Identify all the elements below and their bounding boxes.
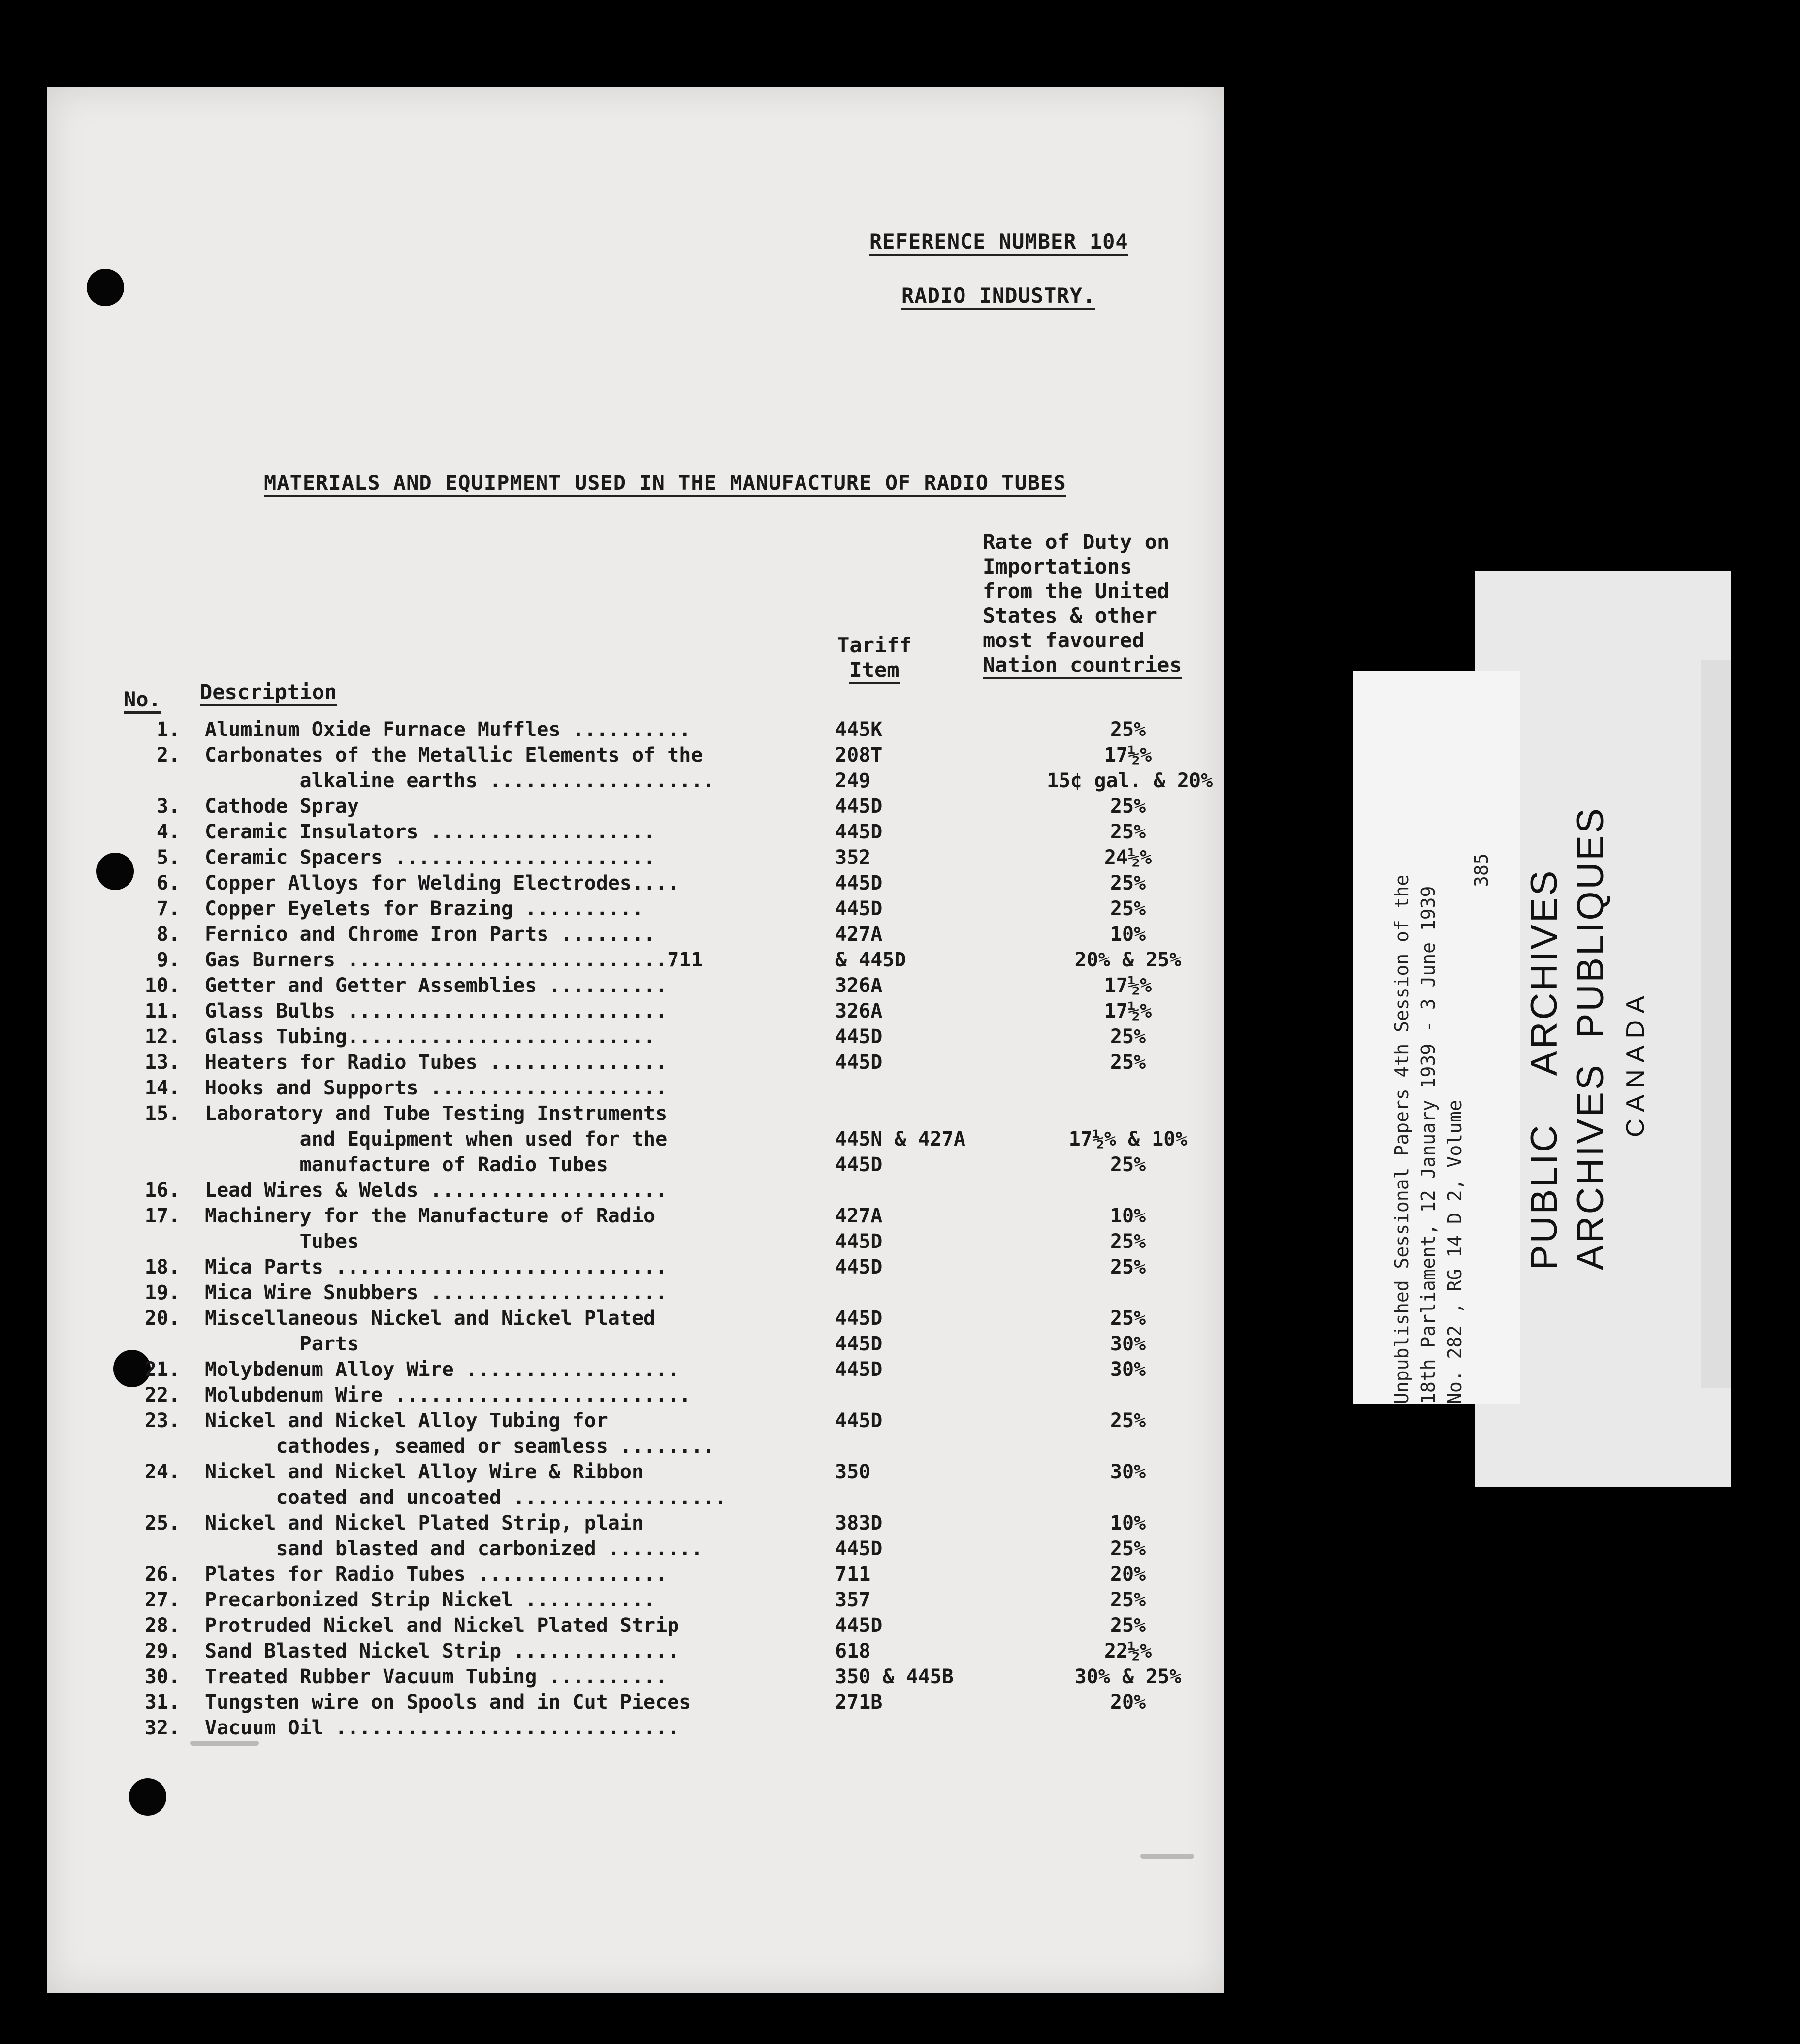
row-description: Getter and Getter Assemblies .......... bbox=[205, 974, 668, 997]
tariff-header-line: Tariff bbox=[837, 633, 912, 657]
row-duty-rate: 25% bbox=[1110, 897, 1146, 920]
row-duty-rate: 30% bbox=[1110, 1461, 1146, 1483]
duty-header-line: most favoured bbox=[983, 628, 1145, 652]
table-row bbox=[47, 1254, 1224, 1280]
duty-header-line: Rate of Duty on bbox=[983, 530, 1170, 554]
table-row bbox=[47, 1459, 1224, 1510]
row-tariff-item: 445D bbox=[835, 1409, 883, 1432]
row-tariff-item: 350 & 445B bbox=[835, 1665, 954, 1688]
row-number: 12. bbox=[144, 1025, 180, 1048]
row-number: 29. bbox=[144, 1640, 180, 1662]
table-row bbox=[47, 742, 1224, 794]
row-duty-rate: 24½% bbox=[1104, 846, 1152, 869]
row-duty-rate: 22½% bbox=[1104, 1640, 1152, 1662]
table-row bbox=[47, 845, 1224, 870]
row-number: 14. bbox=[144, 1077, 180, 1099]
row-duty-rate: 25% bbox=[1110, 795, 1146, 818]
row-description: Mica Wire Snubbers .................... bbox=[205, 1281, 668, 1304]
reference-number: REFERENCE NUMBER 104 bbox=[869, 229, 1128, 254]
row-description: Glass Tubing.......................... bbox=[205, 1025, 656, 1048]
row-number: 21. bbox=[144, 1358, 180, 1381]
row-number: 15. bbox=[144, 1102, 180, 1125]
row-description: Mica Parts ............................ bbox=[205, 1256, 668, 1278]
row-description: Sand Blasted Nickel Strip .............. bbox=[205, 1640, 679, 1662]
row-duty-rate: 25% bbox=[1110, 1256, 1146, 1278]
table-row bbox=[47, 1357, 1224, 1382]
row-number: 23. bbox=[144, 1409, 180, 1432]
row-number: 30. bbox=[144, 1665, 180, 1688]
row-number: 22. bbox=[144, 1384, 180, 1406]
table-row bbox=[47, 947, 1224, 973]
row-tariff-item: 445D bbox=[835, 1614, 883, 1637]
row-description: Treated Rubber Vacuum Tubing .......... bbox=[205, 1665, 668, 1688]
row-tariff-item: 326A bbox=[835, 1000, 883, 1022]
table-row bbox=[47, 1562, 1224, 1587]
row-description: Plates for Radio Tubes ................ bbox=[205, 1563, 668, 1586]
row-description: Copper Eyelets for Brazing .......... bbox=[205, 897, 644, 920]
row-duty-rate: 30% & 25% bbox=[1074, 1665, 1182, 1688]
row-duty-rate: 25% bbox=[1110, 1614, 1146, 1637]
row-tariff-item: 445D bbox=[835, 821, 883, 843]
row-number: 7. bbox=[156, 897, 180, 920]
row-number: 25. bbox=[144, 1512, 180, 1534]
row-description: Machinery for the Manufacture of Radio Tubes bbox=[205, 1205, 656, 1253]
table-row bbox=[47, 1024, 1224, 1050]
table-row bbox=[47, 870, 1224, 896]
label-volume: 385 bbox=[1471, 853, 1492, 887]
row-duty-rate: 17½% bbox=[1104, 974, 1152, 997]
archives-stamp bbox=[1521, 806, 1650, 1270]
row-duty-rate: 25% 30% bbox=[1110, 1307, 1146, 1355]
row-description: Glass Bulbs ........................... bbox=[205, 1000, 668, 1022]
row-tariff-item: 383D 445D bbox=[835, 1512, 883, 1560]
row-number: 27. bbox=[144, 1589, 180, 1611]
row-duty-rate: 25% bbox=[1110, 1409, 1146, 1432]
row-number: 11. bbox=[144, 1000, 180, 1022]
duty-header-line: Nation countries bbox=[983, 653, 1182, 679]
reference-label bbox=[1353, 671, 1520, 1404]
row-number: 10. bbox=[144, 974, 180, 997]
row-number: 2. bbox=[156, 744, 180, 766]
row-duty-rate: 10% bbox=[1110, 923, 1146, 946]
row-description: Vacuum Oil ............................. bbox=[205, 1717, 679, 1739]
table-row bbox=[47, 896, 1224, 922]
row-number: 13. bbox=[144, 1051, 180, 1074]
duty-header-line: States & other bbox=[983, 604, 1157, 628]
row-number: 16. bbox=[144, 1179, 180, 1202]
row-duty-rate: 25% bbox=[1110, 872, 1146, 894]
row-tariff-item: 326A bbox=[835, 974, 883, 997]
document-title: MATERIALS AND EQUIPMENT USED IN THE MANUFACTURE OF RADIO TUBES bbox=[264, 471, 1066, 497]
row-tariff-item: 445D bbox=[835, 872, 883, 894]
industry-title: RADIO INDUSTRY. bbox=[901, 284, 1095, 308]
row-number: 17. bbox=[144, 1205, 180, 1227]
row-duty-rate: 25% bbox=[1110, 1025, 1146, 1048]
table-row bbox=[47, 1638, 1224, 1664]
stamp-line: ARCHIVES PUBLIQUES bbox=[1570, 806, 1611, 1270]
table-row bbox=[47, 1382, 1224, 1408]
row-tariff-item: 445D bbox=[835, 1358, 883, 1381]
table-row bbox=[47, 1178, 1224, 1203]
row-number: 20. bbox=[144, 1307, 180, 1330]
table-row bbox=[47, 922, 1224, 947]
table-row bbox=[47, 1280, 1224, 1306]
no-column-header: No. bbox=[124, 687, 161, 714]
table-row bbox=[47, 1408, 1224, 1459]
row-tariff-item: 618 bbox=[835, 1640, 871, 1662]
table-row bbox=[47, 1101, 1224, 1178]
row-tariff-item: 445N & 427A 445D bbox=[835, 1128, 965, 1176]
row-tariff-item: 445D bbox=[835, 1025, 883, 1048]
row-duty-rate: 25% bbox=[1110, 821, 1146, 843]
row-number: 3. bbox=[156, 795, 180, 818]
row-tariff-item: 357 bbox=[835, 1589, 871, 1611]
row-tariff-item: 427A bbox=[835, 923, 883, 946]
row-number: 9. bbox=[156, 949, 180, 971]
row-duty-rate: 25% bbox=[1110, 1051, 1146, 1074]
row-duty-rate: 10% 25% bbox=[1110, 1205, 1146, 1253]
row-description: Protruded Nickel and Nickel Plated Strip bbox=[205, 1614, 679, 1637]
table-row bbox=[47, 1050, 1224, 1075]
row-number: 6. bbox=[156, 872, 180, 894]
row-description: Ceramic Spacers ...................... bbox=[205, 846, 656, 869]
row-number: 32. bbox=[144, 1717, 180, 1739]
row-tariff-item: 271B bbox=[835, 1691, 883, 1714]
tariff-column-header bbox=[830, 633, 919, 682]
row-description: Miscellaneous Nickel and Nickel Plated Parts bbox=[205, 1307, 656, 1355]
document-page bbox=[47, 87, 1224, 1993]
row-description: Precarbonized Strip Nickel ........... bbox=[205, 1589, 656, 1611]
duty-header-line: Importations bbox=[983, 554, 1132, 578]
row-duty-rate: 20% bbox=[1110, 1691, 1146, 1714]
table-row bbox=[47, 1613, 1224, 1638]
table-row bbox=[47, 973, 1224, 998]
table-row bbox=[47, 1715, 1224, 1741]
row-number: 5. bbox=[156, 846, 180, 869]
table-row bbox=[47, 1075, 1224, 1101]
row-description: Tungsten wire on Spools and in Cut Pieces bbox=[205, 1691, 691, 1714]
row-description: Nickel and Nickel Alloy Wire & Ribbon coated and uncoated .................. bbox=[205, 1461, 727, 1509]
row-number: 31. bbox=[144, 1691, 180, 1714]
row-tariff-item: 445D bbox=[835, 1051, 883, 1074]
punch-hole bbox=[129, 1778, 166, 1816]
table-row bbox=[47, 717, 1224, 742]
punch-hole bbox=[87, 269, 124, 306]
row-description: Ceramic Insulators ................... bbox=[205, 821, 656, 843]
row-tariff-item: 350 bbox=[835, 1461, 871, 1483]
label-line: No. 282 , RG 14 D 2, Volume bbox=[1444, 1100, 1466, 1404]
table-row bbox=[47, 794, 1224, 819]
stamp-country: CANADA bbox=[1621, 989, 1650, 1137]
row-description: Laboratory and Tube Testing Instruments and Equipment when used for the manufacture of Radio Tubes bbox=[205, 1102, 668, 1176]
smudge bbox=[1140, 1854, 1194, 1859]
row-description: Copper Alloys for Welding Electrodes.... bbox=[205, 872, 679, 894]
row-duty-rate: 17½% bbox=[1104, 1000, 1152, 1022]
table-row bbox=[47, 1664, 1224, 1690]
row-tariff-item: 445D bbox=[835, 1256, 883, 1278]
row-description: Nickel and Nickel Plated Strip, plain sand blasted and carbonized ........ bbox=[205, 1512, 703, 1560]
duty-column-header bbox=[983, 530, 1182, 677]
row-description: Cathode Spray bbox=[205, 795, 359, 818]
table-row bbox=[47, 1587, 1224, 1613]
label-text bbox=[1388, 853, 1495, 1404]
row-duty-rate: 30% bbox=[1110, 1358, 1146, 1381]
row-duty-rate: 20% & 25% bbox=[1074, 949, 1182, 971]
row-tariff-item: 445D 445D bbox=[835, 1307, 883, 1355]
row-number: 18. bbox=[144, 1256, 180, 1278]
row-description: Fernico and Chrome Iron Parts ........ bbox=[205, 923, 656, 946]
row-tariff-item: 352 bbox=[835, 846, 871, 869]
smudge bbox=[190, 1741, 259, 1746]
row-description: Aluminum Oxide Furnace Muffles .......... bbox=[205, 718, 691, 741]
table-row bbox=[47, 1690, 1224, 1715]
row-tariff-item: 208T 249 bbox=[835, 744, 883, 792]
row-description: Nickel and Nickel Alloy Tubing for cathodes, seamed or seamless ........ bbox=[205, 1409, 715, 1458]
row-duty-rate: 25% bbox=[1110, 1589, 1146, 1611]
table-row bbox=[47, 1306, 1224, 1357]
label-line: 18th Parliament, 12 January 1939 - 3 June 1939 bbox=[1417, 886, 1439, 1404]
row-number: 28. bbox=[144, 1614, 180, 1637]
row-number: 8. bbox=[156, 923, 180, 946]
row-duty-rate: 20% bbox=[1110, 1563, 1146, 1586]
row-number: 26. bbox=[144, 1563, 180, 1586]
tariff-header-line: Item bbox=[849, 658, 899, 684]
row-tariff-item: 445D bbox=[835, 897, 883, 920]
row-duty-rate: 17½% & 10% 25% bbox=[1068, 1128, 1188, 1176]
archive-card-tab bbox=[1701, 660, 1731, 1388]
table-row bbox=[47, 819, 1224, 845]
row-description: Hooks and Supports .................... bbox=[205, 1077, 668, 1099]
row-description: Carbonates of the Metallic Elements of the alkaline earths ................... bbox=[205, 744, 715, 792]
label-line: Unpublished Sessional Papers 4th Session of the bbox=[1391, 874, 1413, 1404]
row-description: Molybdenum Alloy Wire .................. bbox=[205, 1358, 679, 1381]
row-description: Molubdenum Wire ......................... bbox=[205, 1384, 691, 1406]
row-number: 4. bbox=[156, 821, 180, 843]
row-duty-rate: 10% 25% bbox=[1110, 1512, 1146, 1560]
row-duty-rate: 25% bbox=[1110, 718, 1146, 741]
row-description: Heaters for Radio Tubes ............... bbox=[205, 1051, 668, 1074]
row-tariff-item: 427A 445D bbox=[835, 1205, 883, 1253]
row-tariff-item: 445K bbox=[835, 718, 883, 741]
row-duty-rate: 17½% 15¢ gal. & 20% bbox=[1047, 744, 1213, 792]
stamp-line: PUBLIC ARCHIVES bbox=[1523, 868, 1565, 1270]
description-column-header: Description bbox=[200, 680, 337, 706]
row-description: Gas Burners ...........................711 bbox=[205, 949, 703, 971]
table-row bbox=[47, 998, 1224, 1024]
row-number: 19. bbox=[144, 1281, 180, 1304]
row-description: Lead Wires & Welds .................... bbox=[205, 1179, 668, 1202]
row-tariff-item: & 445D bbox=[835, 949, 906, 971]
row-tariff-item: 711 bbox=[835, 1563, 871, 1586]
table-row bbox=[47, 1203, 1224, 1254]
row-number: 1. bbox=[156, 718, 180, 741]
row-tariff-item: 445D bbox=[835, 795, 883, 818]
row-number: 24. bbox=[144, 1461, 180, 1483]
duty-header-line: from the United bbox=[983, 579, 1170, 603]
table-row bbox=[47, 1510, 1224, 1562]
